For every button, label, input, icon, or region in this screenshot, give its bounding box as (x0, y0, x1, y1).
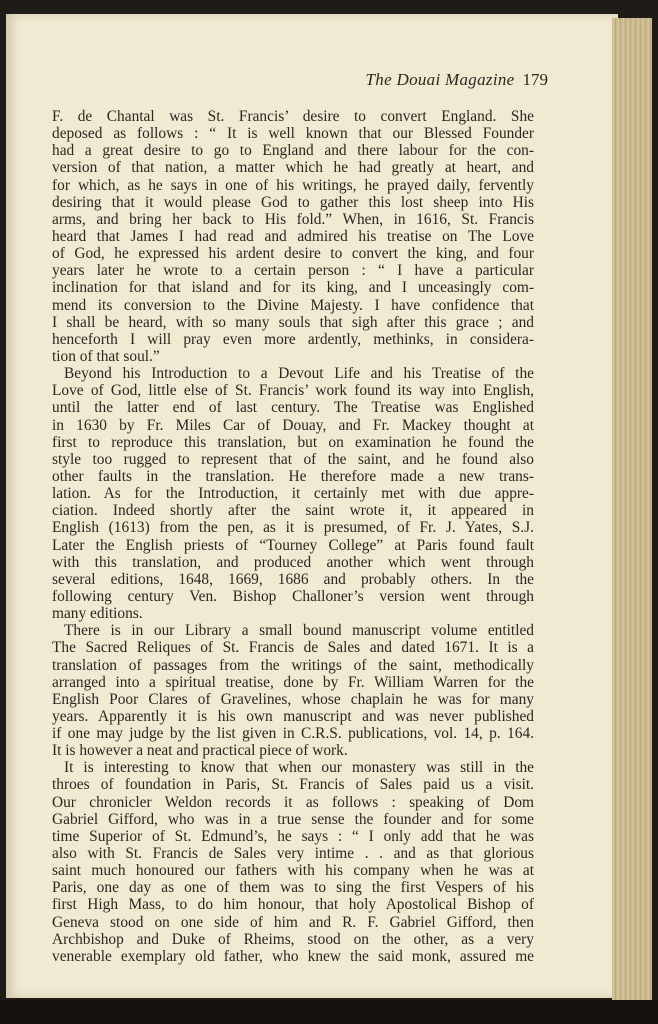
text-line: English Poor Clares of Gravelines, whose chaplain he was for many (52, 690, 534, 708)
text-line: Love of God, little else of St. Francis’ work found its way into English, (52, 382, 534, 400)
text-line: throes of foundation in Paris, St. Francis of Sales paid us a visit. (52, 776, 534, 794)
text-line: henceforth I will pray even more ardently, methinks, in considera- (52, 330, 534, 348)
text-line: venerable exemplary old father, who knew the said monk, assured me (52, 947, 534, 965)
text-line: had a great desire to go to England and there labour for the con- (52, 142, 534, 160)
text-line: Archbishop and Duke of Rheims, stood on the other, as a very (52, 930, 534, 948)
text-line: first High Mass, to do him honour, that holy Apostolical Bishop of (52, 896, 534, 914)
text-line: Beyond his Introduction to a Devout Life and his Treatise of the (64, 365, 534, 383)
text-line: first to reproduce this translation, but on examination he found the (52, 433, 534, 451)
text-line: lation. As for the Introduction, it certainly met with due appre- (52, 485, 534, 503)
text-line: arranged into a spiritual treatise, done by Fr. William Warren for the (52, 673, 534, 691)
text-line: if one may judge by the list given in C.R.S. publications, vol. 14, p. 164. (52, 725, 534, 743)
text-line: tion of that soul.” (52, 347, 160, 365)
text-line: style too rugged to represent that of the saint, and he found also (52, 450, 534, 468)
text-line: It is however a neat and practical piece of work. (52, 742, 348, 760)
text-line: deposed as follows : “ It is well known that our Blessed Founder (52, 125, 534, 143)
running-header (340, 70, 548, 90)
text-line: following century Ven. Bishop Challoner’s version went through (52, 587, 534, 605)
text-line: Later the English priests of “Tourney College” at Paris found fault (52, 536, 534, 554)
text-line: Our chronicler Weldon records it as follows : speaking of Dom (52, 793, 534, 811)
body-text (52, 108, 534, 965)
header-title: The Douai Magazine (365, 70, 515, 89)
text-line: desiring that it would please God to gather this lost sheep into His (52, 193, 534, 211)
text-line: arms, and bring her back to His fold.” When, in 1616, St. Francis (52, 210, 534, 228)
text-line: of God, he expressed his ardent desire to convert the king, and four (52, 245, 534, 263)
text-line: until the latter end of last century. The Treatise was Englished (52, 399, 534, 417)
text-line: time Superior of St. Edmund’s, he says : “ I only add that he was (52, 827, 534, 845)
text-line: There is in our Library a small bound manuscript volume entitled (64, 622, 534, 640)
text-line: many editions. (52, 605, 143, 623)
text-line: several editions, 1648, 1669, 1686 and probably others. In the (52, 570, 534, 588)
text-line: Gabriel Gifford, who was in a true sense the founder and for some (52, 810, 534, 828)
text-line: I shall be heard, with so many souls that sigh after this grace ; and (52, 313, 534, 331)
text-line: Geneva stood on one side of him and R. F. Gabriel Gifford, then (52, 913, 534, 931)
text-line: It is interesting to know that when our monastery was still in the (64, 759, 534, 777)
text-line: English (1613) from the pen, as it is presumed, of Fr. J. Yates, S.J. (52, 519, 534, 537)
text-line: inclination for that island and for its king, and I unceasingly com- (52, 279, 534, 297)
page-edge-stack (612, 18, 652, 1000)
text-line: saint much honoured our fathers with his company when he was at (52, 862, 534, 880)
text-line: ciation. Indeed shortly after the saint wrote it, it appeared in (52, 502, 534, 520)
text-line: heard that James I had read and admired his treatise on The Love (52, 227, 534, 245)
text-line: years later he wrote to a certain person : “ I have a particular (52, 262, 534, 280)
text-line: Paris, one day as one of them was to sing the first Vespers of his (52, 879, 534, 897)
text-line: for which, as he says in one of his writings, he prayed daily, fervently (52, 176, 534, 194)
text-line: translation of passages from the writings of the saint, methodically (52, 656, 534, 674)
text-line: in 1630 by Fr. Miles Car of Douay, and Fr. Mackey thought at (52, 416, 534, 434)
page-number: 179 (522, 70, 548, 89)
scan-background (0, 1000, 658, 1024)
text-line: years. Apparently it is his own manuscript and was never published (52, 707, 534, 725)
text-line: with this translation, and produced another which went through (52, 553, 534, 571)
text-line: also with St. Francis de Sales very intime . . and as that glorious (52, 845, 534, 863)
text-line: other faults in the translation. He therefore made a new trans- (52, 467, 534, 485)
text-line: mend its conversion to the Divine Majesty. I have confidence that (52, 296, 534, 314)
text-line: F. de Chantal was St. Francis’ desire to convert England. She (52, 108, 534, 125)
text-line: The Sacred Reliques of St. Francis de Sales and dated 1671. It is a (52, 639, 534, 657)
text-line: version of that nation, a matter which he had greatly at heart, and (52, 159, 534, 177)
